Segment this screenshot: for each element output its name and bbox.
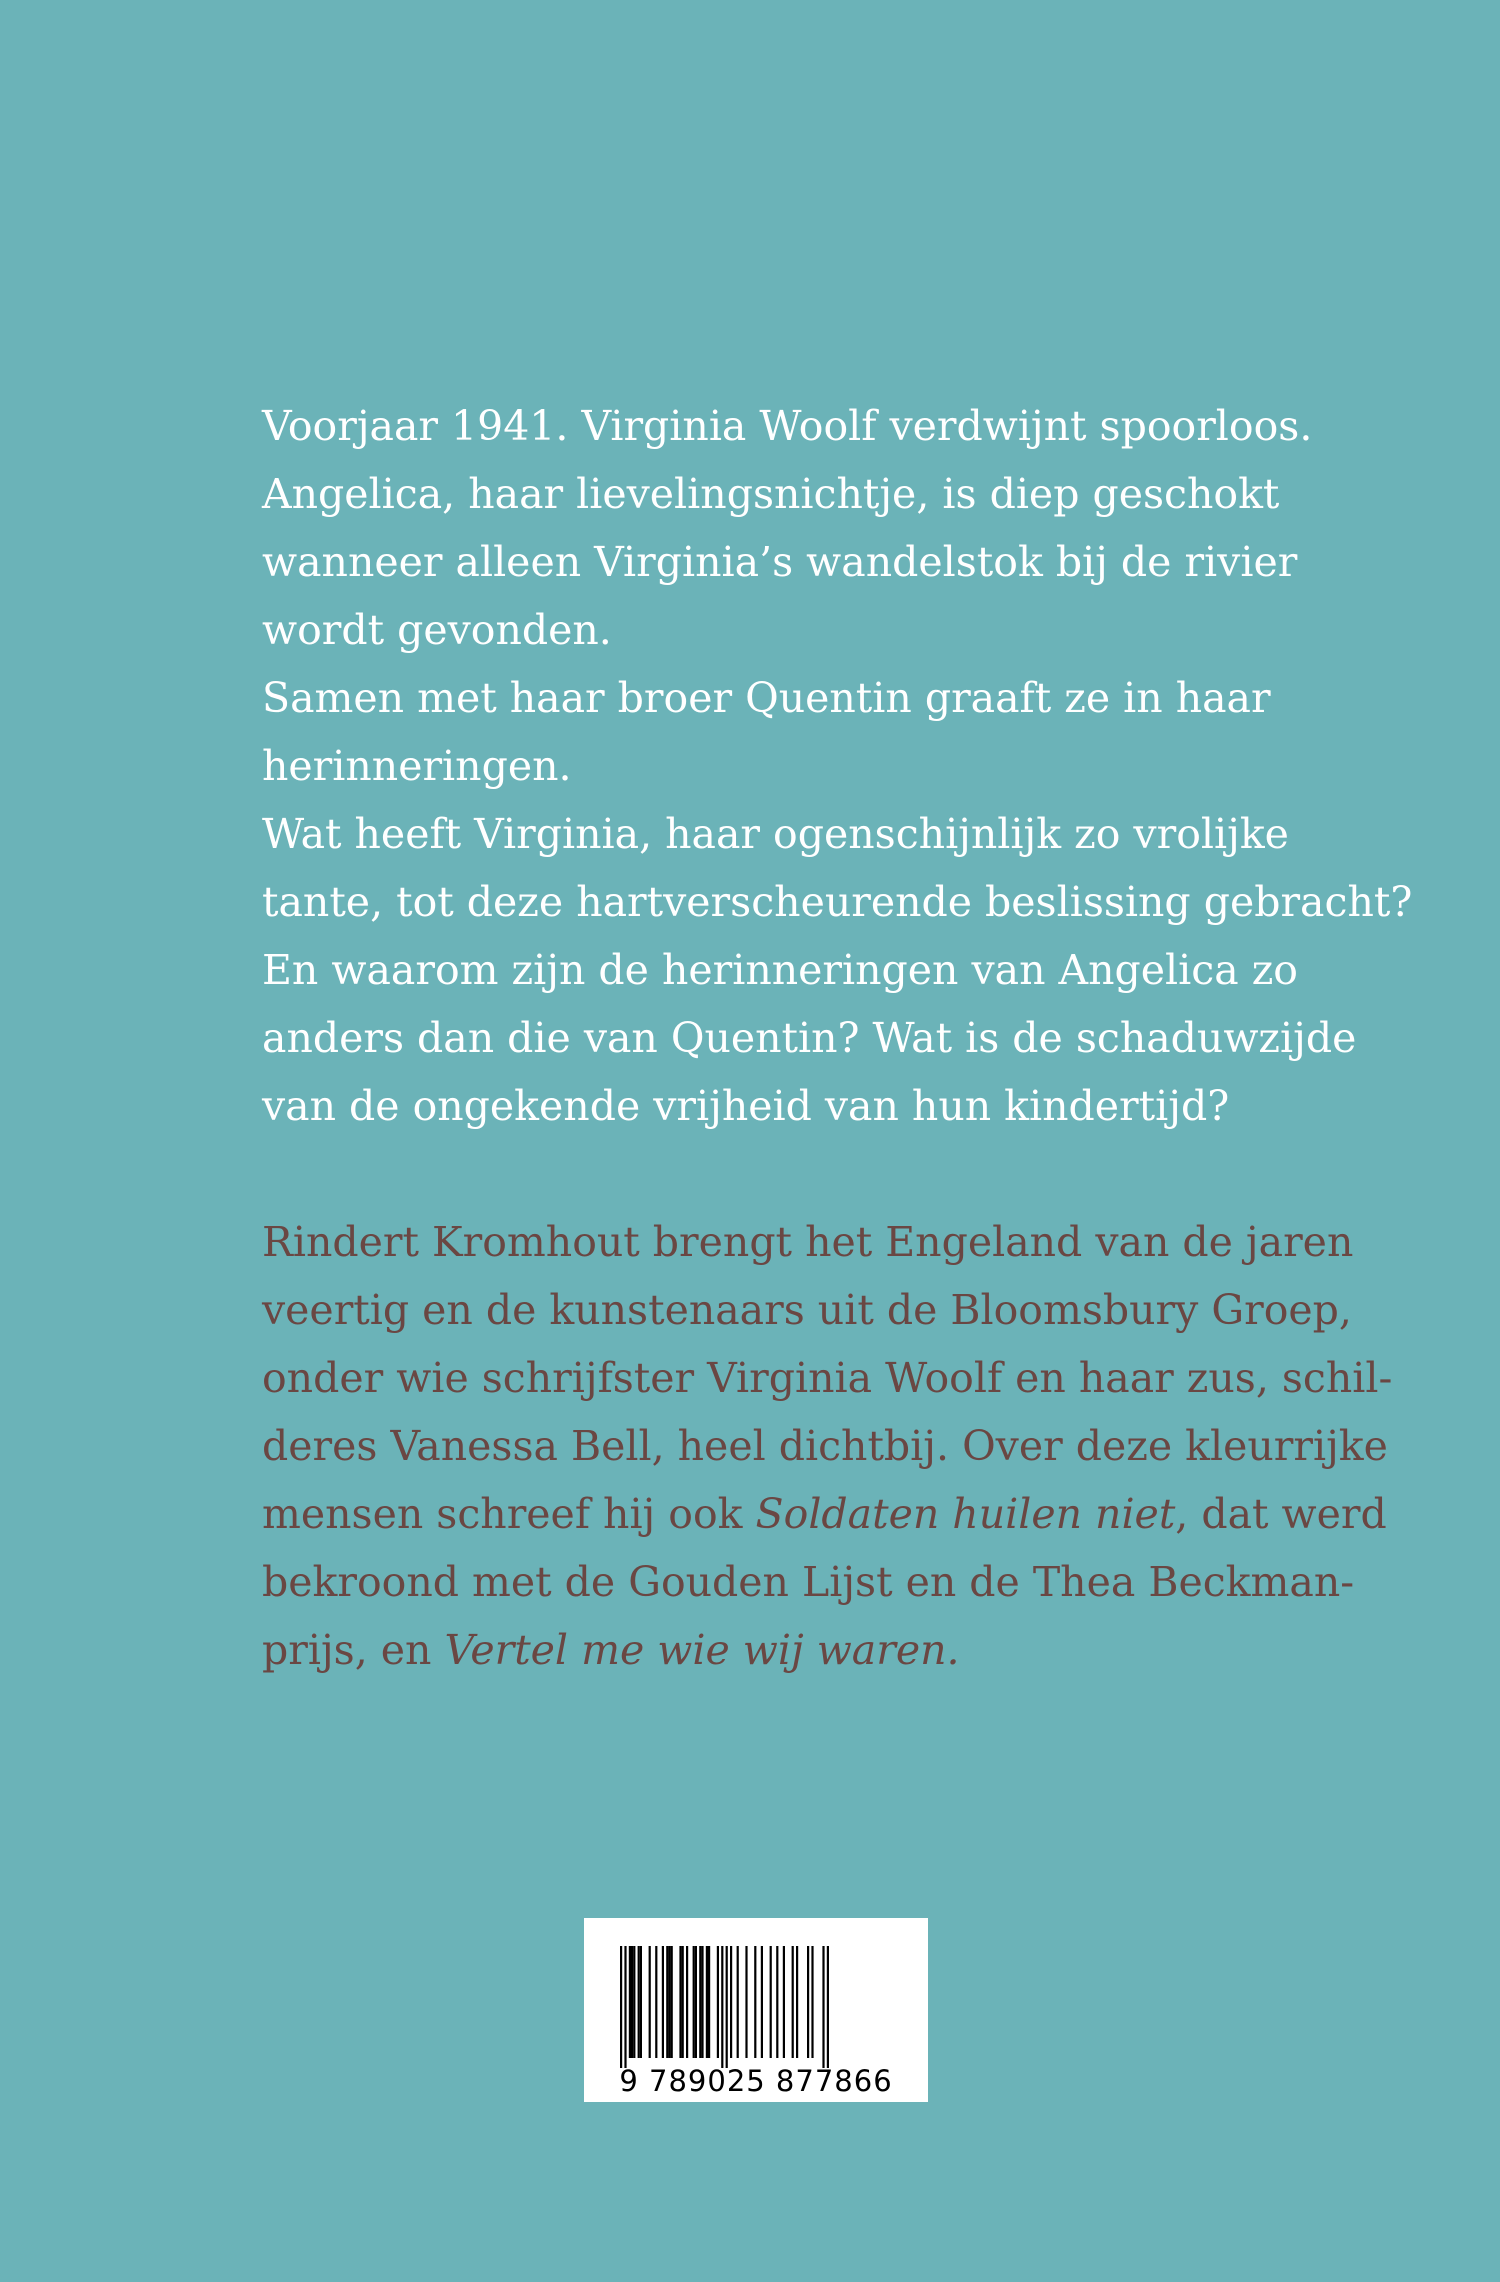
barcode-bar xyxy=(695,1946,697,2058)
blurb-line: Wat heeft Virginia, haar ogenschijnlijk zo vrolijke xyxy=(262,810,1289,858)
blurb-line: En waarom zijn de herinneringen van Angelica zo xyxy=(262,946,1298,994)
isbn-number: 9 789025 877866 xyxy=(619,2064,893,2098)
barcode-bar xyxy=(633,1946,635,2058)
barcode-bar xyxy=(730,1946,732,2058)
author-line-text: mensen schreef hij ook xyxy=(262,1490,756,1538)
book-title-vertel: Vertel me wie wij waren. xyxy=(444,1626,960,1674)
barcode-bar xyxy=(671,1946,673,2058)
barcode-bar xyxy=(776,1946,778,2058)
author-line xyxy=(262,1616,1282,1684)
barcode-bar xyxy=(811,1946,813,2058)
blurb-line: wordt gevonden. xyxy=(262,606,612,654)
barcode-bar xyxy=(706,1946,708,2058)
blurb-line: herinneringen. xyxy=(262,742,572,790)
barcode-bar xyxy=(620,1946,622,2068)
barcode-bar xyxy=(682,1946,684,2058)
barcode-bar xyxy=(668,1946,670,2058)
barcode-bar xyxy=(693,1946,695,2058)
author-line: Rindert Kromhout brengt het Engeland van de jaren xyxy=(262,1218,1354,1266)
barcode-bar xyxy=(629,1946,631,2058)
barcode-bar xyxy=(666,1946,668,2058)
blurb-line: wanneer alleen Virginia’s wandelstok bij de rivier xyxy=(262,538,1298,586)
author-line-text: , dat werd xyxy=(1175,1490,1387,1538)
barcode-bar xyxy=(624,1946,626,2068)
author-note xyxy=(262,1208,1393,1684)
barcode-bar xyxy=(796,1946,798,2058)
barcode-bar xyxy=(640,1946,642,2058)
barcode-bar xyxy=(745,1946,747,2058)
author-line: veertig en de kunstenaars uit de Bloomsbury Groep, xyxy=(262,1286,1352,1334)
blurb-text xyxy=(262,392,1413,1140)
barcode-bar xyxy=(686,1946,688,2058)
blurb-line: van de ongekende vrijheid van hun kindertijd? xyxy=(262,1082,1230,1130)
blurb-line: Voorjaar 1941. Virginia Woolf verdwijnt spoorloos. xyxy=(262,402,1313,450)
author-line: bekroond met de Gouden Lijst en de Thea Beckman- xyxy=(262,1558,1355,1606)
blurb-line: Samen met haar broer Quentin graaft ze in haar xyxy=(262,674,1271,722)
barcode-bar xyxy=(807,1946,809,2058)
blurb-line: anders dan die van Quentin? Wat is de schaduwzijde xyxy=(262,1014,1357,1062)
blurb-line: tante, tot deze hartverscheurende beslissing gebracht? xyxy=(262,878,1413,926)
barcode-bar xyxy=(792,1946,794,2058)
barcode-bar xyxy=(649,1946,651,2058)
barcode-bar xyxy=(638,1946,640,2058)
barcode-bar xyxy=(717,1946,719,2058)
barcode-bar xyxy=(662,1946,664,2058)
book-title-soldaten: Soldaten huilen niet xyxy=(755,1490,1176,1538)
barcode-bar xyxy=(679,1946,681,2058)
blurb-line: Angelica, haar lievelingsnichtje, is diep geschokt xyxy=(262,470,1280,518)
author-line: deres Vanessa Bell, heel dichtbij. Over deze kleurrijke xyxy=(262,1422,1388,1470)
barcode-bar xyxy=(761,1946,763,2058)
author-line-text: prijs, en xyxy=(262,1626,445,1674)
barcode-bar xyxy=(737,1946,739,2058)
barcode-bar xyxy=(701,1946,703,2058)
author-line: onder wie schrijfster Virginia Woolf en haar zus, schil- xyxy=(262,1354,1393,1402)
barcode-bar xyxy=(655,1946,657,2058)
barcode-bar xyxy=(822,1946,824,2068)
barcode-bar xyxy=(783,1946,785,2058)
author-line xyxy=(262,1480,1387,1548)
barcode-bar xyxy=(631,1946,633,2058)
barcode-bar xyxy=(754,1946,756,2058)
barcode-bar xyxy=(699,1946,701,2058)
barcode-bar xyxy=(721,1946,723,2068)
barcode-bar xyxy=(770,1946,772,2058)
barcode-bar xyxy=(726,1946,728,2068)
isbn-barcode xyxy=(584,1918,928,2102)
barcode-bar xyxy=(827,1946,829,2068)
barcode-bar xyxy=(708,1946,710,2058)
